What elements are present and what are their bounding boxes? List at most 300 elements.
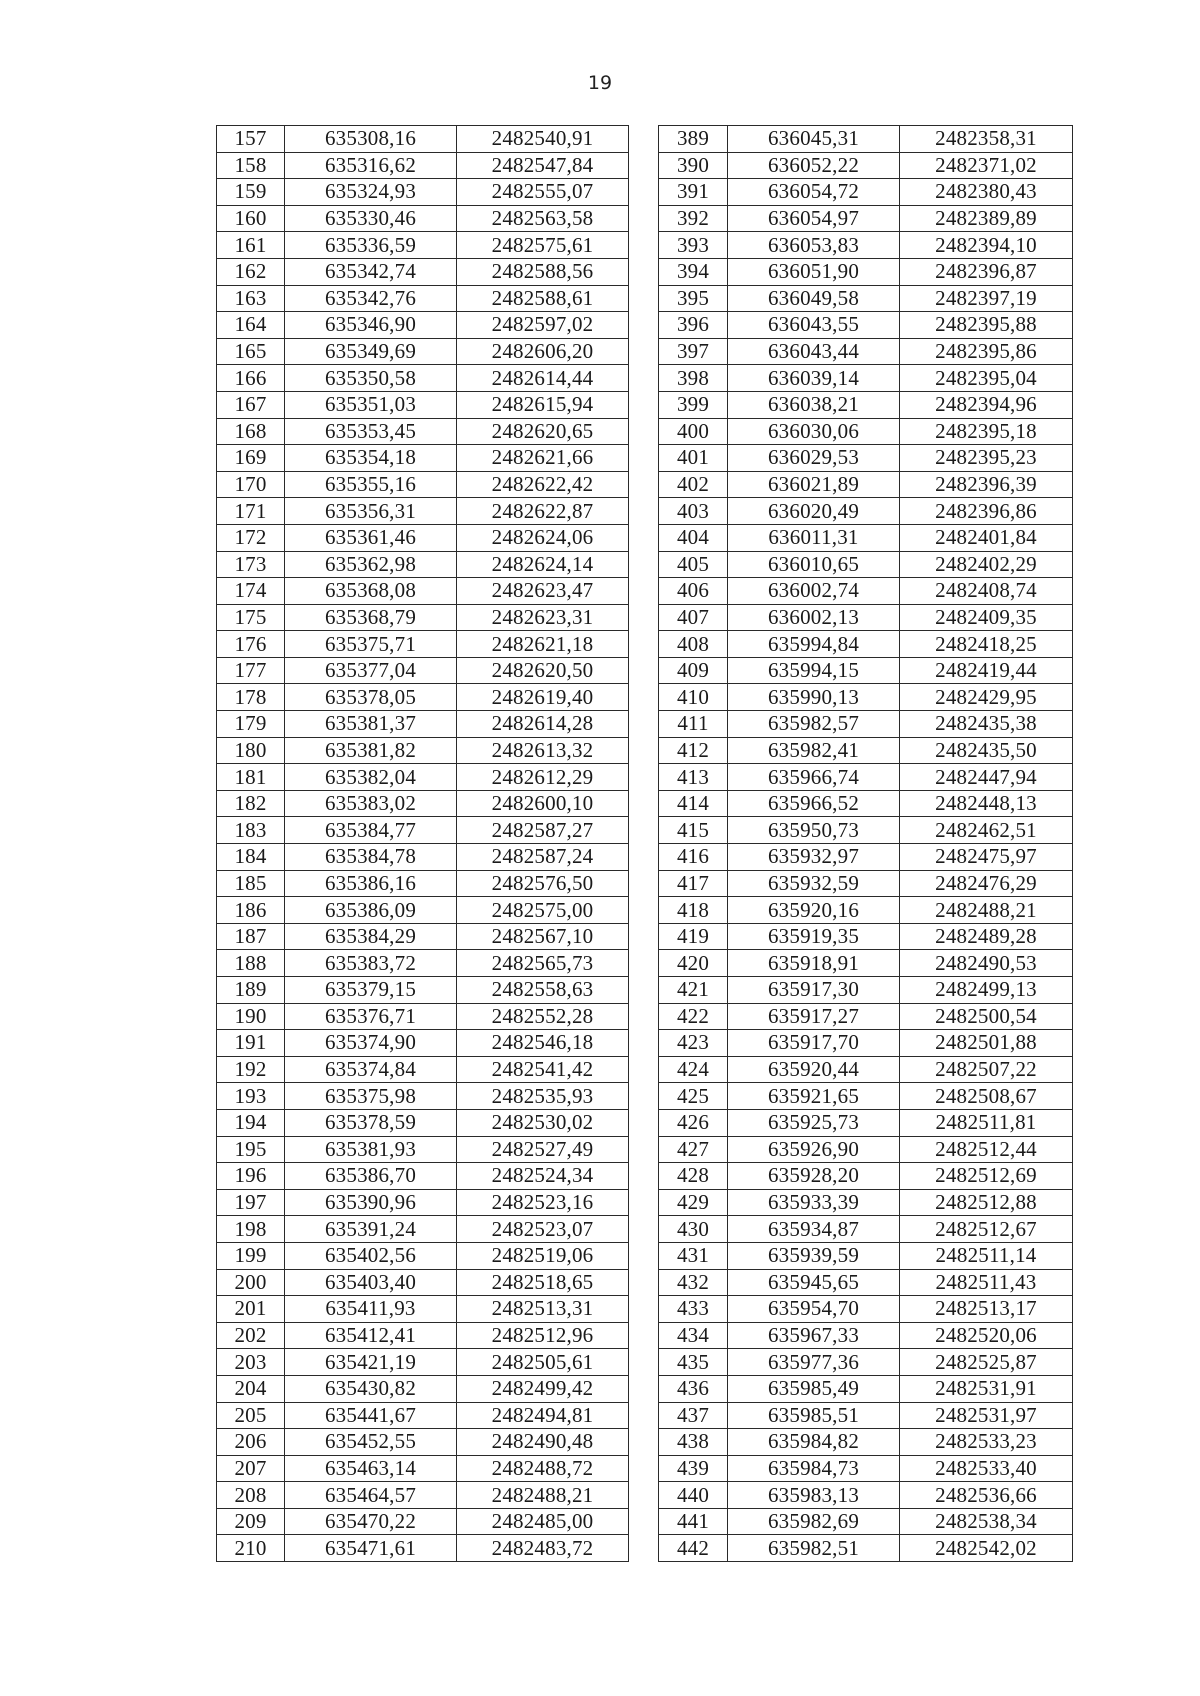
point-number-cell: 180 <box>217 737 285 764</box>
coordinate-y-cell: 2482531,97 <box>900 1402 1073 1429</box>
coordinate-x-cell: 635354,18 <box>285 445 457 472</box>
point-number-cell: 417 <box>659 870 728 897</box>
point-number-cell: 395 <box>659 285 728 312</box>
table-row <box>217 684 1073 711</box>
coordinate-x-cell: 635939,59 <box>728 1242 900 1269</box>
coordinate-y-cell: 2482490,48 <box>457 1429 629 1456</box>
column-gap <box>629 1349 659 1376</box>
coordinate-x-cell: 635375,98 <box>285 1083 457 1110</box>
coordinate-y-cell: 2482620,50 <box>457 657 629 684</box>
coordinate-y-cell: 2482546,18 <box>457 1030 629 1057</box>
column-gap <box>629 817 659 844</box>
coordinate-x-cell: 635967,33 <box>728 1322 900 1349</box>
coordinate-y-cell: 2482500,54 <box>900 1003 1073 1030</box>
column-gap <box>629 604 659 631</box>
point-number-cell: 173 <box>217 551 285 578</box>
coordinate-x-cell: 635982,57 <box>728 711 900 738</box>
coordinate-x-cell: 635316,62 <box>285 152 457 179</box>
coordinate-x-cell: 635932,59 <box>728 870 900 897</box>
coordinate-x-cell: 635463,14 <box>285 1455 457 1482</box>
point-number-cell: 424 <box>659 1056 728 1083</box>
coordinate-x-cell: 635402,56 <box>285 1242 457 1269</box>
coordinate-y-cell: 2482624,14 <box>457 551 629 578</box>
coordinate-x-cell: 635361,46 <box>285 524 457 551</box>
table-row <box>217 365 1073 392</box>
coordinate-x-cell: 635994,84 <box>728 631 900 658</box>
point-number-cell: 399 <box>659 391 728 418</box>
point-number-cell: 195 <box>217 1136 285 1163</box>
coordinate-x-cell: 635355,16 <box>285 471 457 498</box>
coordinate-x-cell: 636051,90 <box>728 258 900 285</box>
point-number-cell: 209 <box>217 1508 285 1535</box>
coordinate-y-cell: 2482547,84 <box>457 152 629 179</box>
coordinate-y-cell: 2482523,16 <box>457 1189 629 1216</box>
point-number-cell: 190 <box>217 1003 285 1030</box>
coordinate-y-cell: 2482623,31 <box>457 604 629 631</box>
point-number-cell: 426 <box>659 1109 728 1136</box>
column-gap <box>629 179 659 206</box>
coordinates-table <box>216 125 1073 1562</box>
table-row <box>217 205 1073 232</box>
point-number-cell: 197 <box>217 1189 285 1216</box>
table-row <box>217 1083 1073 1110</box>
coordinate-x-cell: 635441,67 <box>285 1402 457 1429</box>
coordinate-x-cell: 635934,87 <box>728 1216 900 1243</box>
coordinate-y-cell: 2482512,67 <box>900 1216 1073 1243</box>
column-gap <box>629 1136 659 1163</box>
coordinate-x-cell: 635382,04 <box>285 764 457 791</box>
coordinate-y-cell: 2482622,42 <box>457 471 629 498</box>
column-gap <box>629 870 659 897</box>
point-number-cell: 420 <box>659 950 728 977</box>
column-gap <box>629 657 659 684</box>
point-number-cell: 159 <box>217 179 285 206</box>
coordinate-y-cell: 2482508,67 <box>900 1083 1073 1110</box>
coordinate-y-cell: 2482488,21 <box>457 1482 629 1509</box>
point-number-cell: 160 <box>217 205 285 232</box>
point-number-cell: 409 <box>659 657 728 684</box>
point-number-cell: 405 <box>659 551 728 578</box>
coordinate-y-cell: 2482540,91 <box>457 126 629 153</box>
column-gap <box>629 790 659 817</box>
table-row <box>217 1296 1073 1323</box>
table-row <box>217 1136 1073 1163</box>
table-row <box>217 1056 1073 1083</box>
point-number-cell: 168 <box>217 418 285 445</box>
table-row <box>217 1030 1073 1057</box>
coordinate-y-cell: 2482524,34 <box>457 1163 629 1190</box>
coordinate-x-cell: 636052,22 <box>728 152 900 179</box>
coordinate-y-cell: 2482447,94 <box>900 764 1073 791</box>
coordinate-y-cell: 2482614,44 <box>457 365 629 392</box>
table-row <box>217 977 1073 1004</box>
coordinate-x-cell: 635982,51 <box>728 1535 900 1562</box>
coordinate-x-cell: 635917,70 <box>728 1030 900 1057</box>
point-number-cell: 440 <box>659 1482 728 1509</box>
table-row <box>217 126 1073 153</box>
column-gap <box>629 418 659 445</box>
table-row <box>217 1322 1073 1349</box>
coordinate-x-cell: 635391,24 <box>285 1216 457 1243</box>
coordinate-y-cell: 2482418,25 <box>900 631 1073 658</box>
coordinate-x-cell: 635984,82 <box>728 1429 900 1456</box>
point-number-cell: 401 <box>659 445 728 472</box>
column-gap <box>629 1163 659 1190</box>
point-number-cell: 429 <box>659 1189 728 1216</box>
coordinate-x-cell: 635374,84 <box>285 1056 457 1083</box>
table-row <box>217 1216 1073 1243</box>
table-row <box>217 1375 1073 1402</box>
coordinate-y-cell: 2482621,66 <box>457 445 629 472</box>
coordinate-y-cell: 2482394,10 <box>900 232 1073 259</box>
table-row <box>217 870 1073 897</box>
coordinate-x-cell: 635378,05 <box>285 684 457 711</box>
coordinate-x-cell: 635990,13 <box>728 684 900 711</box>
coordinate-x-cell: 635390,96 <box>285 1189 457 1216</box>
coordinate-y-cell: 2482395,04 <box>900 365 1073 392</box>
coordinate-x-cell: 635471,61 <box>285 1535 457 1562</box>
coordinate-x-cell: 635330,46 <box>285 205 457 232</box>
point-number-cell: 191 <box>217 1030 285 1057</box>
coordinate-x-cell: 635919,35 <box>728 923 900 950</box>
column-gap <box>629 126 659 153</box>
coordinate-x-cell: 635381,93 <box>285 1136 457 1163</box>
coordinate-y-cell: 2482563,58 <box>457 205 629 232</box>
point-number-cell: 157 <box>217 126 285 153</box>
column-gap <box>629 1269 659 1296</box>
coordinate-y-cell: 2482512,96 <box>457 1322 629 1349</box>
point-number-cell: 210 <box>217 1535 285 1562</box>
coordinate-x-cell: 635917,27 <box>728 1003 900 1030</box>
point-number-cell: 423 <box>659 1030 728 1057</box>
column-gap <box>629 711 659 738</box>
point-number-cell: 419 <box>659 923 728 950</box>
column-gap <box>629 285 659 312</box>
column-gap <box>629 1535 659 1562</box>
coordinate-y-cell: 2482525,87 <box>900 1349 1073 1376</box>
coordinate-x-cell: 636053,83 <box>728 232 900 259</box>
point-number-cell: 181 <box>217 764 285 791</box>
coordinate-x-cell: 635351,03 <box>285 391 457 418</box>
coordinate-y-cell: 2482613,32 <box>457 737 629 764</box>
coordinate-x-cell: 635368,79 <box>285 604 457 631</box>
coordinate-x-cell: 635342,74 <box>285 258 457 285</box>
column-gap <box>629 1322 659 1349</box>
coordinate-y-cell: 2482462,51 <box>900 817 1073 844</box>
column-gap <box>629 232 659 259</box>
coordinate-y-cell: 2482614,28 <box>457 711 629 738</box>
point-number-cell: 199 <box>217 1242 285 1269</box>
coordinate-y-cell: 2482396,39 <box>900 471 1073 498</box>
coordinate-y-cell: 2482513,17 <box>900 1296 1073 1323</box>
coordinate-x-cell: 635386,09 <box>285 897 457 924</box>
column-gap <box>629 1216 659 1243</box>
coordinate-x-cell: 636029,53 <box>728 445 900 472</box>
point-number-cell: 208 <box>217 1482 285 1509</box>
coordinate-x-cell: 635966,74 <box>728 764 900 791</box>
coordinate-y-cell: 2482396,87 <box>900 258 1073 285</box>
coordinate-y-cell: 2482587,24 <box>457 844 629 871</box>
point-number-cell: 415 <box>659 817 728 844</box>
column-gap <box>629 1375 659 1402</box>
point-number-cell: 177 <box>217 657 285 684</box>
point-number-cell: 412 <box>659 737 728 764</box>
table-row <box>217 1269 1073 1296</box>
table-row <box>217 631 1073 658</box>
coordinate-x-cell: 635982,69 <box>728 1508 900 1535</box>
point-number-cell: 407 <box>659 604 728 631</box>
point-number-cell: 185 <box>217 870 285 897</box>
coordinate-y-cell: 2482494,81 <box>457 1402 629 1429</box>
point-number-cell: 396 <box>659 312 728 339</box>
point-number-cell: 404 <box>659 524 728 551</box>
coordinate-x-cell: 635381,82 <box>285 737 457 764</box>
coordinate-y-cell: 2482512,44 <box>900 1136 1073 1163</box>
coordinate-y-cell: 2482530,02 <box>457 1109 629 1136</box>
coordinate-y-cell: 2482483,72 <box>457 1535 629 1562</box>
table-row <box>217 790 1073 817</box>
point-number-cell: 433 <box>659 1296 728 1323</box>
coordinate-x-cell: 635932,97 <box>728 844 900 871</box>
point-number-cell: 166 <box>217 365 285 392</box>
point-number-cell: 163 <box>217 285 285 312</box>
coordinate-x-cell: 635985,51 <box>728 1402 900 1429</box>
column-gap <box>629 1429 659 1456</box>
coordinate-y-cell: 2482576,50 <box>457 870 629 897</box>
coordinate-x-cell: 635384,77 <box>285 817 457 844</box>
coordinate-y-cell: 2482542,02 <box>900 1535 1073 1562</box>
point-number-cell: 194 <box>217 1109 285 1136</box>
coordinate-x-cell: 636054,72 <box>728 179 900 206</box>
coordinate-y-cell: 2482401,84 <box>900 524 1073 551</box>
table-row <box>217 445 1073 472</box>
coordinate-y-cell: 2482409,35 <box>900 604 1073 631</box>
coordinate-x-cell: 635308,16 <box>285 126 457 153</box>
coordinate-x-cell: 636039,14 <box>728 365 900 392</box>
coordinate-y-cell: 2482620,65 <box>457 418 629 445</box>
column-gap <box>629 1508 659 1535</box>
table-row <box>217 897 1073 924</box>
point-number-cell: 421 <box>659 977 728 1004</box>
point-number-cell: 432 <box>659 1269 728 1296</box>
coordinate-x-cell: 635994,15 <box>728 657 900 684</box>
column-gap <box>629 684 659 711</box>
column-gap <box>629 977 659 1004</box>
table-row <box>217 923 1073 950</box>
coordinate-y-cell: 2482535,93 <box>457 1083 629 1110</box>
coordinate-x-cell: 636043,55 <box>728 312 900 339</box>
coordinate-x-cell: 636043,44 <box>728 338 900 365</box>
column-gap <box>629 205 659 232</box>
column-gap <box>629 391 659 418</box>
coordinate-x-cell: 635977,36 <box>728 1349 900 1376</box>
coordinate-y-cell: 2482389,89 <box>900 205 1073 232</box>
coordinate-y-cell: 2482624,06 <box>457 524 629 551</box>
column-gap <box>629 524 659 551</box>
column-gap <box>629 1030 659 1057</box>
column-gap <box>629 338 659 365</box>
coordinate-x-cell: 635349,69 <box>285 338 457 365</box>
coordinate-y-cell: 2482555,07 <box>457 179 629 206</box>
point-number-cell: 207 <box>217 1455 285 1482</box>
coordinate-y-cell: 2482394,96 <box>900 391 1073 418</box>
coordinate-y-cell: 2482527,49 <box>457 1136 629 1163</box>
coordinate-y-cell: 2482531,91 <box>900 1375 1073 1402</box>
coordinate-x-cell: 636030,06 <box>728 418 900 445</box>
coordinate-x-cell: 635384,29 <box>285 923 457 950</box>
coordinate-x-cell: 635356,31 <box>285 498 457 525</box>
table-row <box>217 338 1073 365</box>
coordinate-x-cell: 636049,58 <box>728 285 900 312</box>
column-gap <box>629 551 659 578</box>
table-row <box>217 604 1073 631</box>
point-number-cell: 398 <box>659 365 728 392</box>
point-number-cell: 425 <box>659 1083 728 1110</box>
column-gap <box>629 1242 659 1269</box>
coordinate-y-cell: 2482619,40 <box>457 684 629 711</box>
coordinate-x-cell: 635917,30 <box>728 977 900 1004</box>
point-number-cell: 170 <box>217 471 285 498</box>
point-number-cell: 196 <box>217 1163 285 1190</box>
point-number-cell: 203 <box>217 1349 285 1376</box>
point-number-cell: 442 <box>659 1535 728 1562</box>
point-number-cell: 205 <box>217 1402 285 1429</box>
point-number-cell: 204 <box>217 1375 285 1402</box>
table-row <box>217 1508 1073 1535</box>
column-gap <box>629 1402 659 1429</box>
column-gap <box>629 1482 659 1509</box>
coordinate-x-cell: 636002,74 <box>728 578 900 605</box>
coordinate-y-cell: 2482475,97 <box>900 844 1073 871</box>
column-gap <box>629 923 659 950</box>
column-gap <box>629 365 659 392</box>
point-number-cell: 414 <box>659 790 728 817</box>
point-number-cell: 200 <box>217 1269 285 1296</box>
coordinate-x-cell: 636010,65 <box>728 551 900 578</box>
coordinate-y-cell: 2482558,63 <box>457 977 629 1004</box>
point-number-cell: 438 <box>659 1429 728 1456</box>
point-number-cell: 179 <box>217 711 285 738</box>
point-number-cell: 161 <box>217 232 285 259</box>
coordinate-y-cell: 2482511,81 <box>900 1109 1073 1136</box>
coordinate-x-cell: 636002,13 <box>728 604 900 631</box>
coordinate-y-cell: 2482565,73 <box>457 950 629 977</box>
coordinate-y-cell: 2482606,20 <box>457 338 629 365</box>
point-number-cell: 189 <box>217 977 285 1004</box>
coordinate-y-cell: 2482396,86 <box>900 498 1073 525</box>
column-gap <box>629 897 659 924</box>
coordinate-y-cell: 2482499,42 <box>457 1375 629 1402</box>
coordinate-x-cell: 636011,31 <box>728 524 900 551</box>
coordinate-x-cell: 635403,40 <box>285 1269 457 1296</box>
coordinate-x-cell: 635378,59 <box>285 1109 457 1136</box>
coordinate-x-cell: 635966,52 <box>728 790 900 817</box>
coordinate-y-cell: 2482538,34 <box>900 1508 1073 1535</box>
column-gap <box>629 445 659 472</box>
coordinate-y-cell: 2482541,42 <box>457 1056 629 1083</box>
point-number-cell: 406 <box>659 578 728 605</box>
coordinate-x-cell: 635375,71 <box>285 631 457 658</box>
column-gap <box>629 1056 659 1083</box>
table-row <box>217 844 1073 871</box>
table-row <box>217 657 1073 684</box>
point-number-cell: 202 <box>217 1322 285 1349</box>
point-number-cell: 441 <box>659 1508 728 1535</box>
page-number: 19 <box>587 72 613 94</box>
coordinate-x-cell: 635950,73 <box>728 817 900 844</box>
column-gap <box>629 764 659 791</box>
coordinate-y-cell: 2482512,88 <box>900 1189 1073 1216</box>
point-number-cell: 434 <box>659 1322 728 1349</box>
table-row <box>217 418 1073 445</box>
coordinate-x-cell: 635920,16 <box>728 897 900 924</box>
coordinate-y-cell: 2482448,13 <box>900 790 1073 817</box>
coordinate-y-cell: 2482519,06 <box>457 1242 629 1269</box>
coordinate-y-cell: 2482395,23 <box>900 445 1073 472</box>
point-number-cell: 418 <box>659 897 728 924</box>
coordinate-y-cell: 2482395,86 <box>900 338 1073 365</box>
coordinate-y-cell: 2482499,13 <box>900 977 1073 1004</box>
coordinate-x-cell: 635452,55 <box>285 1429 457 1456</box>
column-gap <box>629 1296 659 1323</box>
table-row <box>217 578 1073 605</box>
coordinate-x-cell: 636021,89 <box>728 471 900 498</box>
coordinate-x-cell: 635353,45 <box>285 418 457 445</box>
coordinate-x-cell: 635470,22 <box>285 1508 457 1535</box>
point-number-cell: 410 <box>659 684 728 711</box>
point-number-cell: 430 <box>659 1216 728 1243</box>
column-gap <box>629 498 659 525</box>
column-gap <box>629 737 659 764</box>
table-row <box>217 524 1073 551</box>
point-number-cell: 182 <box>217 790 285 817</box>
table-row <box>217 285 1073 312</box>
coordinate-x-cell: 635346,90 <box>285 312 457 339</box>
coordinate-x-cell: 635920,44 <box>728 1056 900 1083</box>
coordinate-y-cell: 2482511,43 <box>900 1269 1073 1296</box>
point-number-cell: 178 <box>217 684 285 711</box>
table-row <box>217 1482 1073 1509</box>
point-number-cell: 393 <box>659 232 728 259</box>
point-number-cell: 198 <box>217 1216 285 1243</box>
point-number-cell: 390 <box>659 152 728 179</box>
point-number-cell: 186 <box>217 897 285 924</box>
table-row <box>217 737 1073 764</box>
coordinate-x-cell: 635377,04 <box>285 657 457 684</box>
column-gap <box>629 471 659 498</box>
table-row <box>217 471 1073 498</box>
coordinate-y-cell: 2482567,10 <box>457 923 629 950</box>
point-number-cell: 437 <box>659 1402 728 1429</box>
point-number-cell: 416 <box>659 844 728 871</box>
coordinate-y-cell: 2482380,43 <box>900 179 1073 206</box>
coordinate-x-cell: 635430,82 <box>285 1375 457 1402</box>
point-number-cell: 174 <box>217 578 285 605</box>
coordinate-y-cell: 2482490,53 <box>900 950 1073 977</box>
coordinate-x-cell: 635379,15 <box>285 977 457 1004</box>
point-number-cell: 175 <box>217 604 285 631</box>
column-gap <box>629 950 659 977</box>
column-gap <box>629 1109 659 1136</box>
coordinate-y-cell: 2482358,31 <box>900 126 1073 153</box>
coordinate-x-cell: 635928,20 <box>728 1163 900 1190</box>
table-row <box>217 179 1073 206</box>
coordinate-y-cell: 2482533,23 <box>900 1429 1073 1456</box>
coordinate-y-cell: 2482402,29 <box>900 551 1073 578</box>
coordinate-y-cell: 2482397,19 <box>900 285 1073 312</box>
coordinate-x-cell: 636038,21 <box>728 391 900 418</box>
coordinate-x-cell: 635945,65 <box>728 1269 900 1296</box>
